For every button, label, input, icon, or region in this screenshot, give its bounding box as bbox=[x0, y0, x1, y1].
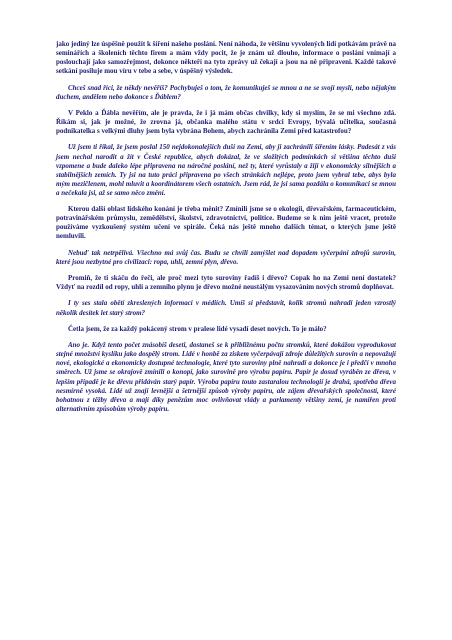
paragraph-question: Ano je. Když tento počet znásobíš deseti, dostaneš se k přibližnému počtu stromků, které dokážou vyprodukovat stejné množství kyslíku jako dospělý strom. Lidé v honbě za ziskem vyčerpávají zdroje důležitých surovin a nepovažují nové, ekologické a ekonomicky dostupné technologie, které tyto suroviny plně nahradí a dokonce je i předčí v mnoha směrech. Už jsme se okrajově zmínili o konopí, jako surovině pro výrobu papíru. Papír je dosud vyráběn ze dřeva, v lepším případě je ke dřevu přidáván starý papír. Výroba papíru touto zastaralou technologií je drahá, spotřeba dřeva nesmírně vysoká. Lidé už znají levnější a šetrnější způsob výroby papíru, ale zájem dřevařských společností, které bohatnou z těžby dřeva a mají díky penězům moc ovlivňovat vlády a parlamenty většiny zemí, je namířen proti alternativním způsobům výroby papíru. bbox=[56, 341, 396, 413]
paragraph-question: Chceš snad říci, že někdy nevěříš? Pochybuješ o tom, že komunikuješ se mnou a ne se svojí myslí, nebo nějakým duchem, andělem nebo dokonce s Ďáblem? bbox=[56, 83, 396, 101]
paragraph: Četla jsem, že za každý pokácený strom v pralese lidé vysadí deset nových. To je málo? bbox=[68, 324, 327, 333]
paragraph-question: Už jsem ti říkal, že jsem poslal 150 nejdokonalejších duší na Zemi, aby ji zachránili šířením lásky. Padesát z vás jsem nechal narodit a žít v České republice, abych dokázal, že ve složitých podmínkách si většina těchto duší vzpomene a bude daleko lépe připravena na náročné poslání, než ty, které vyrůstaly a žijí v ekonomicky silnějších a stabilnějších zemích. Ty jsi na tuto práci připravena po všech stránkách nejlépe, proto jsem vybral tebe, abys byla mým mezičlenem, mohl mluvit a koordinátorem všech ostatních. Jsem rád, že jsi sama pozdála o komunikaci se mnou a nečekala jsi, až se samo něco změní. bbox=[56, 143, 396, 197]
paragraph: Kterou další oblast lidského konání je třeba měnit? Zmínili jsme se o ekologii, dřevařském, farmaceutickém, potravinářském průmyslu, zemědělství, školství, zdravotnictví, politice. Budeme se k nim ještě vracet, protože používáme vyzkoušený systém učení ve spirále. Čeká nás ještě mnoho dalších témat, o kterých jsme ještě nemluvili. bbox=[56, 205, 396, 241]
paragraph: V Peklo a Ďábla nevěřím, ale je pravda, že i já mám občas chvilky, kdy si myslím, že se mi všechno zdá. Říkám si, jak je možné, že zrovna já, občanka malého státu v srdci Evropy, bývalá učitelka, současná podnikatelka s velkými dluhy jsem byla vybrána Bohem, abych zachránila Zemi před katastrofou? bbox=[56, 108, 396, 136]
paragraph: Promiň, že ti skáču do řeči, ale proč mezi tyto suroviny řadíš i dřevo? Copak ho na Zemi není dostatek? Vždyť na rozdíl od ropy, uhlí a zemního plynu je dřevo možné neustálým vysazováním nových stromů doplňovat. bbox=[56, 274, 396, 292]
paragraph-question: I ty ses stala obětí zkreslených informací v médiích. Umíš si představit, kolik stromů nahradí jeden vzrostlý několik desítek let starý strom? bbox=[56, 299, 396, 317]
paragraph-question: Nebuď tak netrpělivá. Všechno má svůj čas. Budu se chvíli zamýšlet nad dopadem vyčerpání zdrojů surovin, které jsou nezbytné pro civilizaci: ropa, uhlí, zemní plyn, dřevo. bbox=[56, 248, 396, 266]
paragraph: jako jediný lze úspěšně použít k šíření našeho poslání. Není náhoda, že většinu vyvolených lidí potkávám právě na seminářích a školeních těchto firem a mám vždy pocit, že je znám už dlouho, informace o poslání vnímají a poslouchají jako samozřejmost, dokonce někteří na tyto zprávy už čekají a jsou na ně připraveni. Každé takové setkání posiluje mou víru v tebe a sebe, v úspěšný výsledek. bbox=[56, 40, 396, 76]
